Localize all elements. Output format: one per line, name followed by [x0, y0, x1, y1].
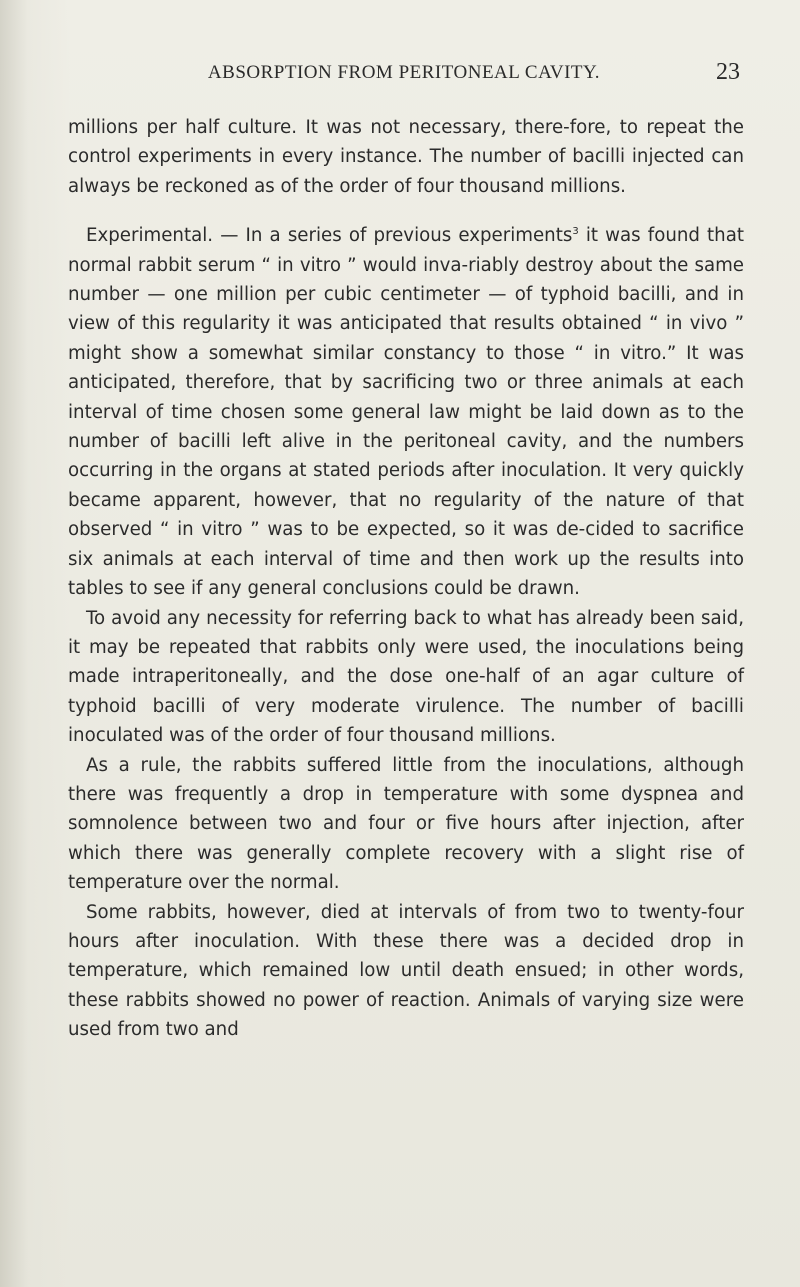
- footnote-reference: 3: [572, 226, 579, 238]
- paragraph-2-lead: Experimental. — In a series of previous experiments: [86, 225, 573, 247]
- paragraph-4: As a rule, the rabbits suffered little from the inoculations, although there was frequently a drop in temperature with some dyspnea and somnolence between two and four or five hours after injection, after which there was generally complete recovery with a slight rise of temperature over the normal.: [68, 754, 744, 894]
- paragraph-1: millions per half culture. It was not necessary, there-fore, to repeat the control experiments in every instance. The number of bacilli injected can always be reckoned as of the order of four thousand millions.: [68, 117, 744, 197]
- running-head: [68, 59, 740, 92]
- paragraph-3: To avoid any necessity for referring back to what has already been said, it may be repeated that rabbits only were used, the inoculations being made intraperitoneally, and the dose one-half of an agar culture of typhoid bacilli of very moderate virulence. The number of bacilli inoculated was of the order of four thousand millions.: [68, 607, 744, 747]
- body-text: [68, 113, 744, 1045]
- paragraph-2: [68, 221, 744, 603]
- page-number: 23: [716, 59, 740, 85]
- paragraph-2-rest: it was found that normal rabbit serum “ in vitro ” would inva-riably destroy about the same number — one million per cubic centimeter — of typhoid bacilli, and in view of this regularity it was anticipated that results obtained “ in vivo ” might show a somewhat similar constancy to those “ in vitro.” It was anticipated, therefore, that by sacrificing two or three animals at each interval of time chosen some general law might be laid down as to the number of bacilli left alive in the peritoneal cavity, and the numbers occurring in the organs at stated periods after inoculation. It very quickly became apparent, however, that no regularity of the nature of that observed “ in vitro ” was to be expected, so it was de-cided to sacrifice six animals at each interval of time and then work up the results into tables to see if any general conclusions could be drawn.: [68, 225, 744, 600]
- paragraph-5: Some rabbits, however, died at intervals of from two to twenty-four hours after inoculation. With these there was a decided drop in temperature, which remained low until death ensued; in other words, these rabbits showed no power of reaction. Animals of varying size were used from two and: [68, 901, 744, 1041]
- running-title: ABSORPTION FROM PERITONEAL CAVITY.: [207, 62, 601, 83]
